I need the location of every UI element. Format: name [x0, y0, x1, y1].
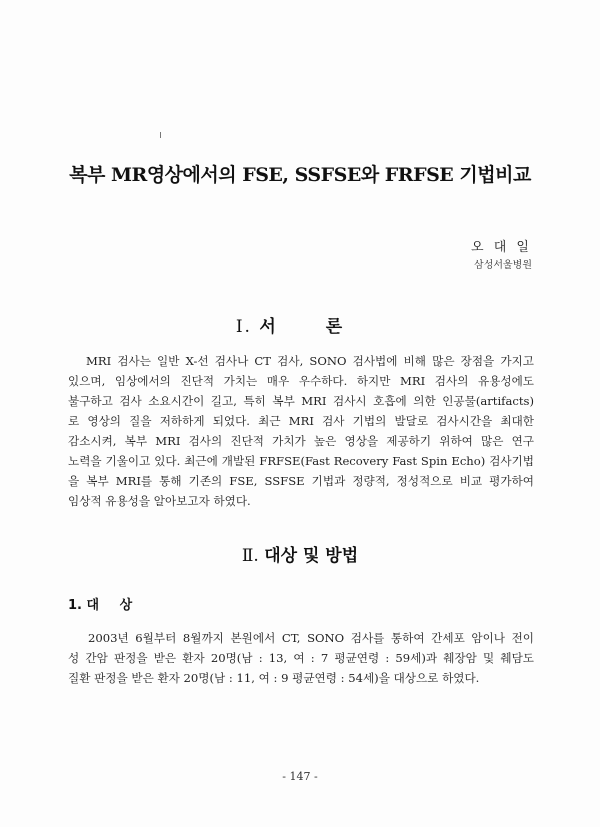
author-affiliation: 삼성서울병원 [474, 260, 532, 271]
paragraph-line: 감소시켜, 복부 MRI 검사의 진단적 가치가 높은 영상을 제공하기 위하여 많은 연구 [68, 434, 534, 448]
paragraph-line: MRI 검사는 일반 X-선 검사나 CT 검사, SONO 검사법에 비해 많은 장점을 가지고 [86, 354, 534, 368]
introduction-paragraph [68, 351, 534, 511]
section-numeral: Ⅱ. [241, 546, 259, 566]
section-numeral: Ⅰ. [235, 317, 252, 337]
paragraph-line: 불구하고 검사 소요시간이 길고, 특히 복부 MRI 검사시 호흡에 의한 인공물(artifacts) [68, 394, 534, 408]
section-heading-introduction [0, 312, 600, 337]
paragraph-line: 2003년 6월부터 8월까지 본원에서 CT, SONO 검사를 통하여 간세포 암이나 전이 [88, 631, 534, 645]
paragraph-line: 임상적 유용성을 알아보고자 하였다. [68, 494, 251, 508]
scan-mark [160, 132, 161, 138]
section-title: 대상 및 방법 [264, 546, 359, 566]
paragraph-line: 질환 판정을 받은 환자 20명(남 : 11, 여 : 9 평균연령 : 54세)을 대상으로 하였다. [68, 671, 480, 685]
subsection-heading-subjects [68, 594, 140, 613]
author-name: 오 대 일 [471, 240, 532, 255]
page-number: - 147 - [282, 770, 318, 783]
section-heading-methods [0, 541, 600, 566]
paragraph-line: 있으며, 임상에서의 진단적 가치는 매우 우수하다. 하지만 MRI 검사의 유용성에도 [68, 374, 534, 388]
subjects-paragraph [68, 628, 534, 688]
paragraph-line: 을 복부 MRI를 통해 기존의 FSE, SSFSE 기법과 정량적, 정성적으로 비교 평가하여 [68, 474, 534, 488]
subsection-title: 대 상 [86, 598, 141, 613]
paragraph-line: 성 간암 판정을 받은 환자 20명(남 : 13, 여 : 7 평균연령 : 59세)과 췌장암 및 췌담도 [68, 651, 534, 665]
paragraph-line: 노력을 기울이고 있다. 최근에 개발된 FRFSE(Fast Recovery Fast Spin Echo) 검사기법 [68, 454, 534, 468]
paragraph-line: 로 영상의 질을 저하하게 되었다. 최근 MRI 검사 기법의 발달로 검사시간을 최대한 [68, 414, 534, 428]
subsection-number: 1. [68, 598, 82, 613]
section-title: 서 론 [259, 317, 365, 337]
paper-title: 복부 MR영상에서의 FSE, SSFSE와 FRFSE 기법비교 [69, 164, 531, 186]
